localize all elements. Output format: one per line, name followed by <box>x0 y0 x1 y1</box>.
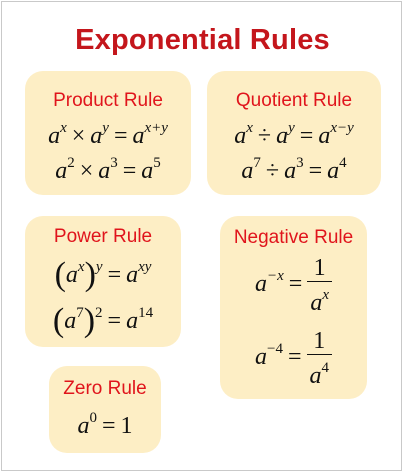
product-rule-card <box>25 71 191 195</box>
power-rule-equation-1: $(a^x)^y = a^{xy}$ <box>54 256 152 293</box>
page-title: Exponential Rules <box>75 24 330 56</box>
quotient-rule-equation-2: $a^7 \div a^3 = a^4$ <box>241 155 347 184</box>
negative-rule-equation-2: $a^{-4}$ = $\frac{1}{a^4}$ <box>220 328 367 389</box>
product-rule-equation-2: $a^2 \times a^3 = a^5$ <box>55 155 161 184</box>
negative-rule-title: Negative Rule <box>233 227 354 248</box>
zero-rule-card <box>49 366 161 453</box>
negative-rule-equation-1: $a^{-x}$ = $\frac{1}{a^x}$ <box>220 255 367 316</box>
power-rule-card <box>25 216 181 347</box>
quotient-rule-equation-1: $a^x \div a^y = a^{x-y}$ <box>234 120 354 149</box>
power-rule-equation-2: $(a^7)^2 = a^{14}$ <box>52 302 154 339</box>
zero-rule-title: Zero Rule <box>63 378 147 399</box>
product-rule-title: Product Rule <box>53 90 163 111</box>
product-rule-equation-1: $a^x \times a^y = a^{x+y}$ <box>48 120 168 149</box>
power-rule-title: Power Rule <box>53 226 153 247</box>
quotient-rule-card <box>207 71 381 195</box>
quotient-rule-title: Quotient Rule <box>235 90 353 111</box>
negative-rule-card <box>220 216 367 399</box>
zero-rule-equation: $a^0 = 1$ <box>77 410 133 439</box>
